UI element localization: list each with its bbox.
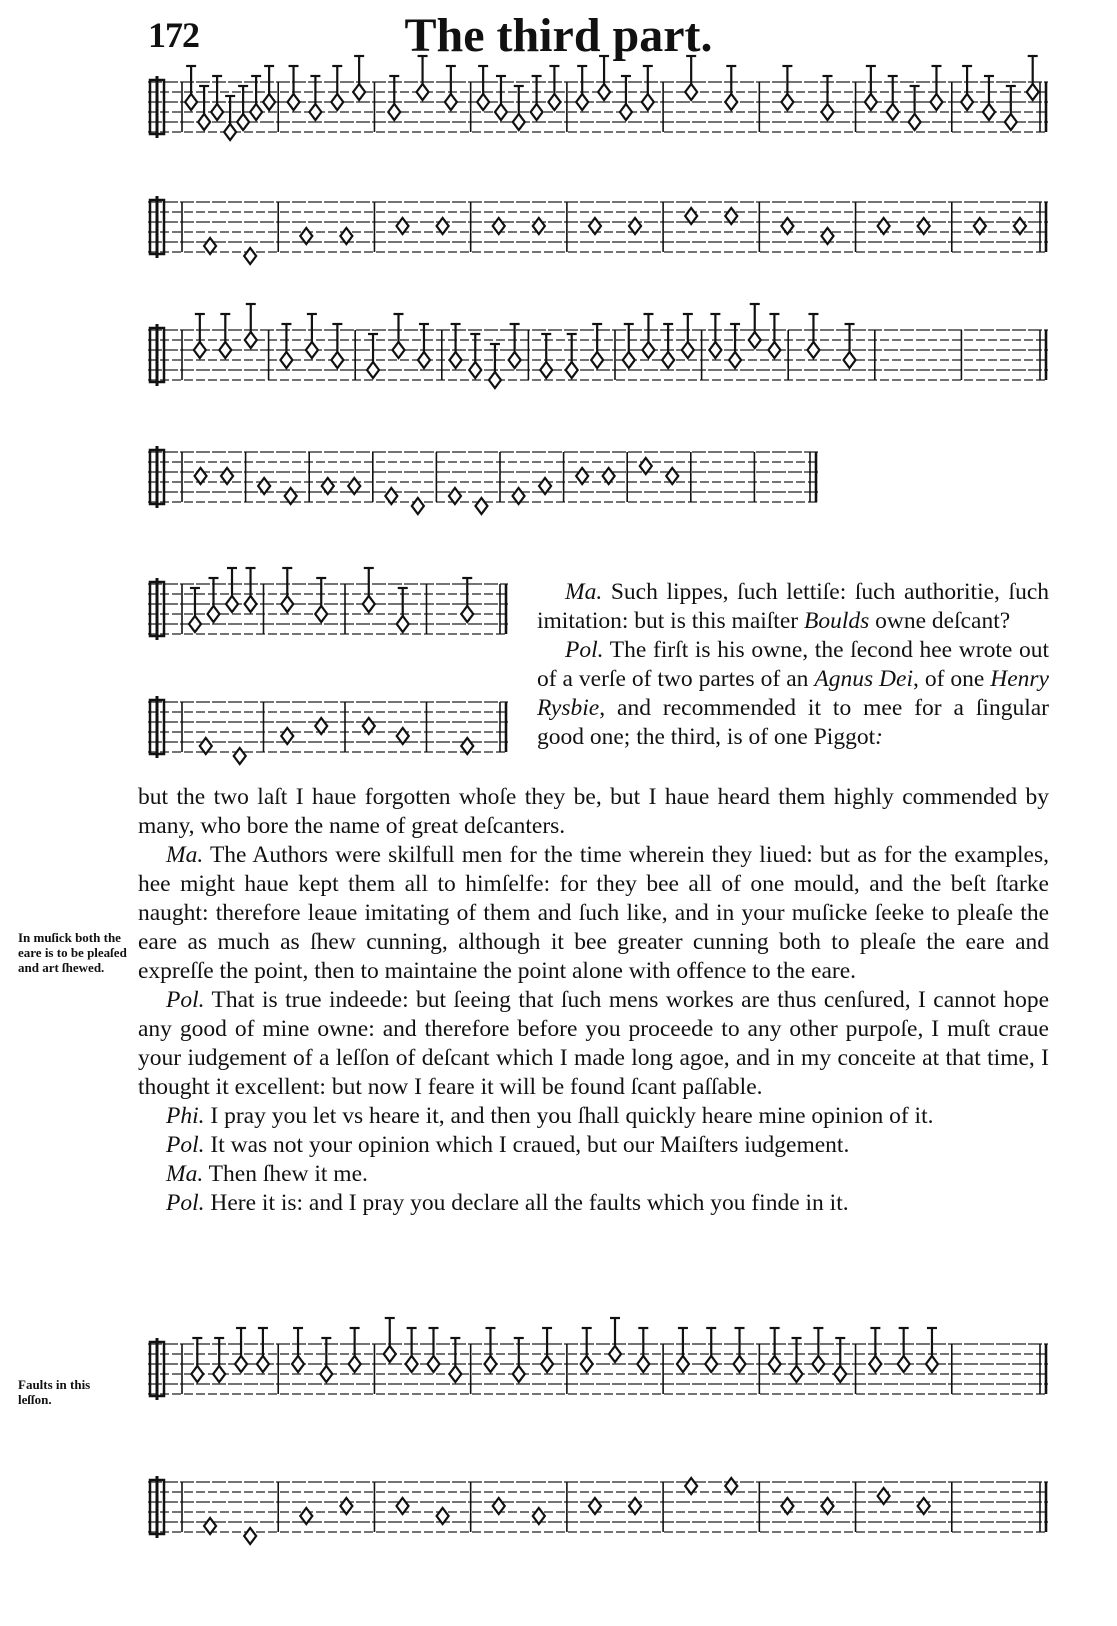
music-staff-1-treble [148, 70, 1048, 160]
note [540, 362, 552, 378]
note [495, 104, 507, 120]
note [791, 1366, 803, 1382]
note [445, 94, 457, 110]
note [983, 104, 995, 120]
speech-pol: Pol. Here it is: and I pray you declare all the faults which you finde in it. [166, 1190, 849, 1216]
page-title: The third part. [404, 9, 713, 62]
note [198, 114, 210, 130]
note [513, 1366, 525, 1382]
note [642, 94, 654, 110]
note [509, 352, 521, 368]
note [353, 84, 365, 100]
note [234, 748, 246, 764]
note [781, 94, 793, 110]
note [244, 1528, 256, 1544]
note [531, 104, 543, 120]
note [513, 114, 525, 130]
note [869, 1356, 881, 1372]
note [449, 1366, 461, 1382]
speaker-label: Ma. [565, 579, 603, 605]
speech-phi: Phi. I pray you let vs heare it, and then you ſhall quickly heare mine opinion of it. [166, 1103, 934, 1129]
note [623, 352, 635, 368]
note [417, 84, 429, 100]
note [306, 342, 318, 358]
note [909, 114, 921, 130]
page-number: 172 [148, 15, 199, 55]
note [961, 94, 973, 110]
note [194, 342, 206, 358]
note [591, 352, 603, 368]
dialogue-top-right [537, 578, 1049, 752]
note [393, 342, 405, 358]
note [384, 1346, 396, 1362]
note [598, 84, 610, 100]
note [768, 342, 780, 358]
note [477, 94, 489, 110]
note [734, 1356, 746, 1372]
speech-pol: Pol. It was not your opinion which I craued, but our Maiſters iudgement. [166, 1132, 850, 1158]
note [191, 1366, 203, 1382]
note [541, 1356, 553, 1372]
note [677, 1356, 689, 1372]
note [834, 1366, 846, 1382]
note [749, 332, 761, 348]
note [484, 1356, 496, 1372]
speech-ma: Ma. Then ſhew it me. [166, 1161, 368, 1187]
note [729, 352, 741, 368]
note [821, 104, 833, 120]
speech-pol: Pol. That is true indeede: but ſeeing that ſuch mens workes are thus cenſured, I cannot hope any good of mine owne: and therefore before you proceede to any other purpoſe, I muſt craue your iudgement of a leſſon of deſcant which I made long agoe, and in my conceite at that time, I thought it excellent: but now I feare it will be found ſcant paſſable. [138, 987, 1050, 1100]
speaker-label: Ma. [166, 842, 204, 868]
note [844, 352, 856, 368]
note [309, 104, 321, 120]
note [637, 1356, 649, 1372]
note [244, 248, 256, 264]
note [427, 1356, 439, 1372]
note [1027, 84, 1039, 100]
speech-continuation: but the two laſt I haue forgotten whoſe they be, but I haue heard them highly commended by many, who bore the name of great deſcanters. [138, 784, 1049, 839]
note [219, 342, 231, 358]
music-staff-3-bass [148, 690, 508, 780]
note [865, 94, 877, 110]
note [807, 342, 819, 358]
note [213, 1366, 225, 1382]
note [685, 84, 697, 100]
speech-pol: Pol. The firſt is his owne, the ſecond hee wrote out of a verſe of two partes of an Agnus Dei, of one Henry Rysbie, and recommended it to mee for a ſingular good one; the third, is of one Piggot: [537, 637, 1050, 750]
music-staff-2-treble [148, 318, 1048, 408]
music-staff-4-treble [148, 1332, 1048, 1422]
note [566, 362, 578, 378]
note [250, 104, 262, 120]
note [320, 1366, 332, 1382]
note [363, 596, 375, 612]
note [1005, 114, 1017, 130]
note [224, 124, 236, 140]
note [769, 1356, 781, 1372]
speaker-label: Pol. [166, 987, 205, 1013]
speaker-label: Pol. [565, 637, 604, 663]
note [280, 352, 292, 368]
music-staff-4-bass [148, 1470, 1048, 1560]
note [418, 352, 430, 368]
margin-note-pleasing: In muſick both the eare is to be pleaſed and art ſhewed. [18, 930, 127, 975]
note [898, 1356, 910, 1372]
note [331, 352, 343, 368]
note [926, 1356, 938, 1372]
note [887, 104, 899, 120]
note [207, 606, 219, 622]
note [412, 498, 424, 514]
speaker-label: Pol. [166, 1190, 205, 1216]
note [406, 1356, 418, 1372]
note [315, 606, 327, 622]
note [450, 352, 462, 368]
speaker-label: Ma. [166, 1161, 204, 1187]
note [620, 104, 632, 120]
note [185, 94, 197, 110]
speech-ma: Ma. The Authors were skilfull men for the time wherein they liued: but as for the examples, hee might haue kept them all to himſelfe: for they bee all of one mould, and the beſt ſtarke naught: therefore leaue imitating of them and ſuch like, and in your muſicke ſeeke to pleaſe the eare as much as ſhew cunning, although it bee greater cunning both to pleaſe the eare and expreſſe the point, then to maintaine the point alone with offence to the eare. [138, 842, 1049, 984]
note [930, 94, 942, 110]
note [489, 372, 501, 388]
note [812, 1356, 824, 1372]
note [388, 104, 400, 120]
note [475, 498, 487, 514]
note [682, 342, 694, 358]
note [237, 114, 249, 130]
note [226, 596, 238, 612]
note [349, 1356, 361, 1372]
note [662, 352, 674, 368]
note [211, 104, 223, 120]
music-staff-2-bass [148, 440, 818, 530]
note [397, 616, 409, 632]
speaker-label: Phi. [166, 1103, 205, 1129]
note [581, 1356, 593, 1372]
note [705, 1356, 717, 1372]
note [367, 362, 379, 378]
note [189, 616, 201, 632]
note [292, 1356, 304, 1372]
note [642, 342, 654, 358]
note [245, 332, 257, 348]
note [245, 596, 257, 612]
note [263, 94, 275, 110]
speaker-label: Pol. [166, 1132, 205, 1158]
note [461, 606, 473, 622]
note [257, 1356, 269, 1372]
note [548, 94, 560, 110]
music-staff-3-treble [148, 572, 508, 662]
speech-ma: Ma. Such lippes, ſuch lettiſe: ſuch authoritie, ſuch imitation: but is this maiſter Boulds owne deſcant? [537, 579, 1049, 634]
note [725, 94, 737, 110]
note [331, 94, 343, 110]
main-text [138, 783, 1049, 1218]
music-staff-1-bass [148, 190, 1048, 280]
note [576, 94, 588, 110]
margin-note-faults: Faults in this leſſon. [18, 1377, 91, 1407]
note [609, 1346, 621, 1362]
note [469, 362, 481, 378]
note [281, 596, 293, 612]
note [235, 1356, 247, 1372]
note [288, 94, 300, 110]
note [709, 342, 721, 358]
